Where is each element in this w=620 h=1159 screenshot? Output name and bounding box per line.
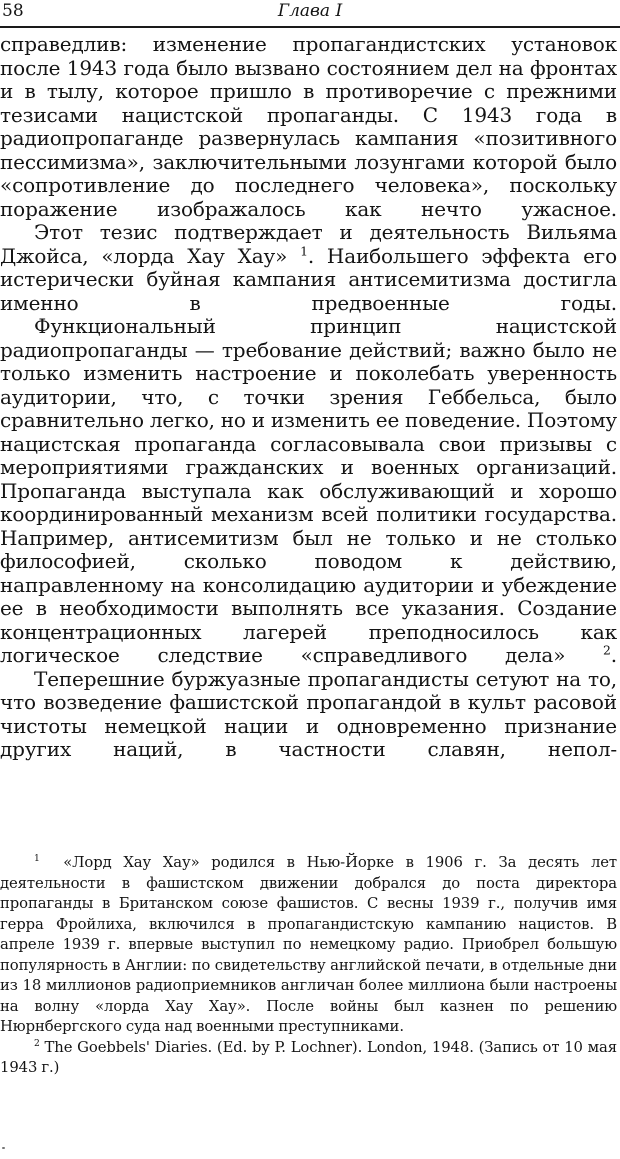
scan-speck xyxy=(2,1147,5,1149)
footnote-text: «Лорд Хау Хау» родился в Нью-Йорке в 1906 г. За десять лет деятельности в фашистском движении добрался до поста директора пропаганды в Британском союзе фашистов. С весны 1939 г., получив имя герра Фройлиха, включился в пропагандистскую кампанию нацистов. В апреле 1939 г. впервые выступил по немецкому радио. Приобрел большую популярность в Англии: по свидетельству английской печати, в отдельные дни из 18 миллионов радиоприемников англичан более миллиона были настроены на волну «лорда Хау Хау». После войны был казнен по решению Нюрнбергского суда над военными преступниками. xyxy=(0,854,617,1035)
paragraph-2 xyxy=(0,221,617,315)
footnote-text: The Goebbels' Diaries. (Ed. by P. Lochner). London, 1948. (Запись от 10 мая 1943 г.) xyxy=(0,1038,618,1076)
footnote-mark: 2 xyxy=(34,1037,40,1049)
footnote-1 xyxy=(0,853,617,1038)
footnote-ref-1[interactable]: 1 xyxy=(300,242,308,258)
page-number: 58 xyxy=(2,1,24,21)
footnotes xyxy=(0,853,617,1079)
chapter-title: Глава I xyxy=(277,1,343,21)
footnote-2 xyxy=(0,1038,617,1079)
footnote-ref-2[interactable]: 2 xyxy=(603,642,611,658)
main-text xyxy=(0,33,617,762)
paragraph-text-tail: . Наибольшего эффекта его истерически буйная кампания антисемитизма достигла именно в предвоенные годы. xyxy=(0,243,617,315)
paragraph-text-tail: . xyxy=(610,643,617,667)
paragraph-text: Этот тезис подтверждает и деятельность Вильяма Джойса, «лорда Хау Хау» xyxy=(0,220,617,268)
footnote-mark: 1 xyxy=(34,853,40,865)
running-header xyxy=(0,0,620,30)
paragraph-text: Теперешние буржуазные пропагандисты сетуют на то, что возведение фашистской пропагандой в культ расовой чистоты немецкой нации и одновременно признание других наций, в частности славян, непол- xyxy=(0,666,617,761)
paragraph-text: справедлив: изменение пропагандистских установок после 1943 года было вызвано состоянием дел на фронтах и в тылу, которое пришло в противоречие с прежними тезисами нацистской пропаганды. С 1943 года в радиопропаганде развернулась кампания «позитивного пессимизма», заключительными лозунгами которой было «сопротивление до последнего человека», поскольку поражение изображалось как нечто ужасное. xyxy=(0,32,617,221)
paragraph-text: Функциональный принцип нацистской радиопропаганды — требование действий; важно было не только изменить настроение и поколебать уверенность аудитории, что, с точки зрения Геббельса, было сравнительно легко, но и изменить ее поведение. Поэтому нацистская пропаганда согласовывала свои призывы с мероприятиями гражданских и военных организаций. Пропаганда выступала как обслуживающий и хорошо координированный механизм всей политики государства. Например, антисемитизм был не только и не столько философией, сколько поводом к действию, направленному на консолидацию аудитории и убеждение ее в необходимости выполнять все указания. Создание концентрационных лагерей преподносилось как логическое следствие «справедливого дела» xyxy=(0,314,617,667)
paragraph-1 xyxy=(0,33,617,221)
paragraph-4 xyxy=(0,668,617,762)
paragraph-3 xyxy=(0,315,617,668)
header-rule xyxy=(0,26,620,28)
